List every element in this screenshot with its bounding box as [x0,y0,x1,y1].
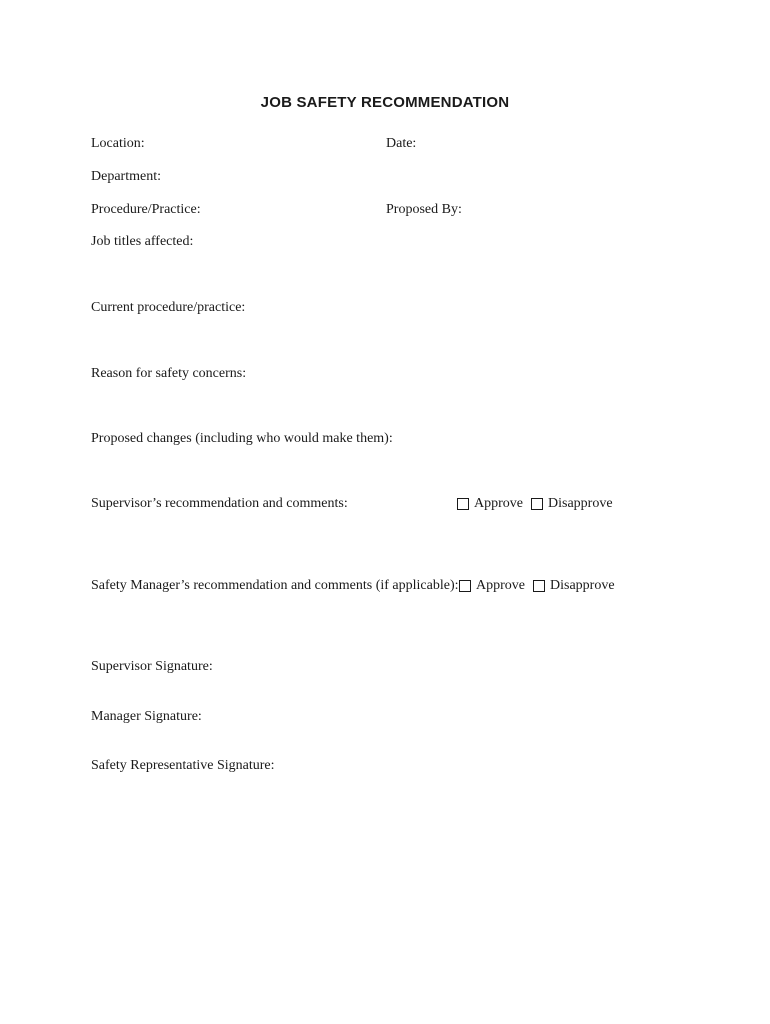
department-label: Department: [91,169,161,184]
supervisor-recommendation-label: Supervisor’s recommendation and comments: [91,496,348,511]
safety-manager-disapprove-label: Disapprove [550,578,615,593]
safety-rep-signature-label: Safety Representative Signature: [91,758,275,773]
procedure-practice-label: Procedure/Practice: [91,202,201,217]
safety-manager-disapprove-checkbox[interactable] [533,580,545,592]
manager-signature-label: Manager Signature: [91,709,202,724]
supervisor-disapprove-checkbox[interactable] [531,498,543,510]
job-titles-label: Job titles affected: [91,234,194,249]
supervisor-signature-label: Supervisor Signature: [91,659,213,674]
current-procedure-label: Current procedure/practice: [91,300,246,315]
supervisor-disapprove-label: Disapprove [548,496,613,511]
reason-label: Reason for safety concerns: [91,366,247,381]
form-title: JOB SAFETY RECOMMENDATION [260,94,510,111]
safety-manager-approve-label: Approve [476,578,525,593]
supervisor-approve-checkbox[interactable] [457,498,469,510]
supervisor-approve-label: Approve [474,496,523,511]
safety-manager-recommendation-label: Safety Manager’s recommendation and comments (if applicable): [91,578,459,593]
safety-manager-approve-option[interactable] [459,577,525,595]
supervisor-disapprove-option[interactable] [531,495,613,513]
date-label: Date: [386,136,417,151]
proposed-by-label: Proposed By: [386,202,462,217]
location-label: Location: [91,136,145,151]
safety-manager-approve-checkbox[interactable] [459,580,471,592]
safety-manager-disapprove-option[interactable] [533,577,615,595]
supervisor-approve-option[interactable] [457,495,523,513]
proposed-changes-label: Proposed changes (including who would make them): [91,431,393,446]
